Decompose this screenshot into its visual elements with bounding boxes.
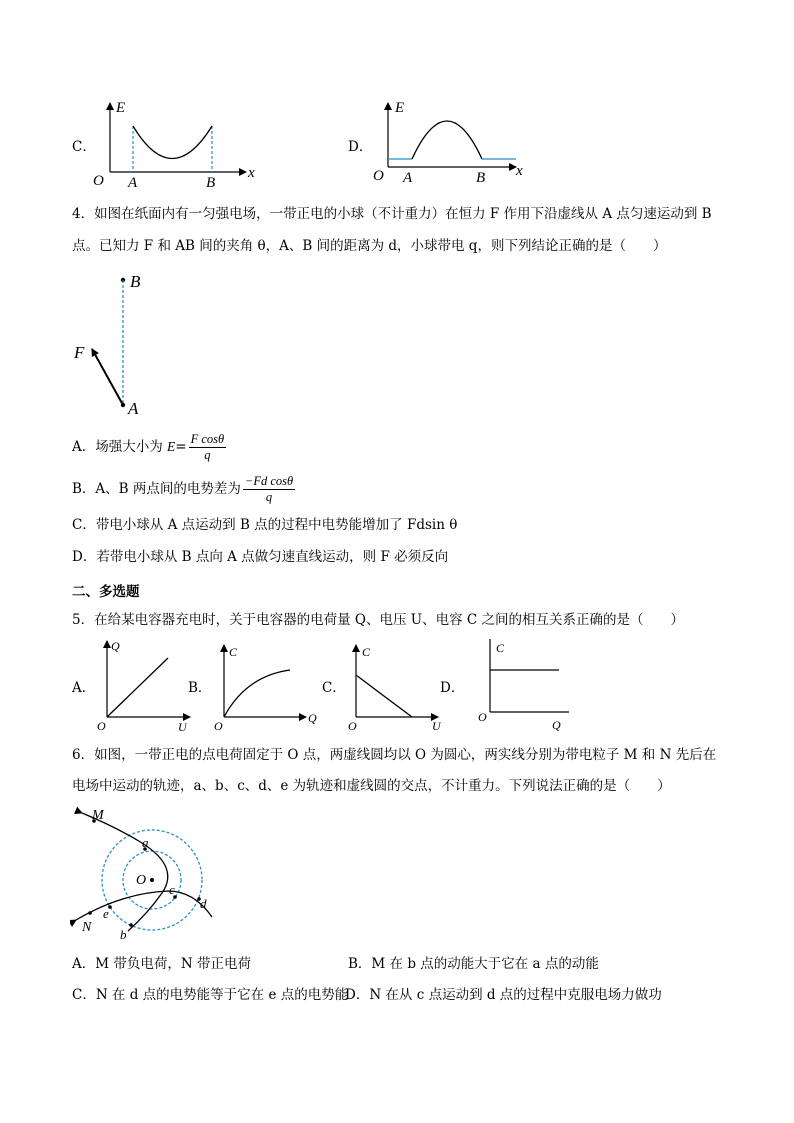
label-o: O [136, 873, 147, 888]
q4-stem-line1: 4．如图在纸面内有一匀强电场，一带正电的小球（不计重力）在恒力 F 作用下沿虚线从 A 点匀速运动到 B [72, 206, 712, 222]
graph-option-c [88, 95, 268, 195]
q6-option-d[interactable]: D．N 在从 c 点运动到 d 点的过程中克服电场力做功 [345, 987, 662, 1003]
q4-option-d[interactable]: D．若带电小球从 B 点向 A 点做匀速直线运动，则 F 必须反向 [72, 549, 449, 565]
q4-option-b[interactable] [72, 474, 297, 505]
label-n: N [82, 920, 92, 935]
y-axis-label: E [116, 100, 126, 116]
graph-option-d [370, 95, 540, 195]
q4-figure [70, 265, 170, 425]
y-axis-label: E [395, 100, 405, 116]
origin-label: O [97, 719, 106, 733]
label-a: A [128, 399, 139, 418]
origin-label: O [348, 719, 357, 733]
force-f-arrow [92, 349, 123, 405]
option-c-label: C． [72, 139, 96, 155]
origin-label: O [93, 173, 104, 189]
q4-option-a-eq: = [175, 439, 187, 455]
q4-option-a-lhs: E [167, 439, 176, 454]
x-axis-label: U [178, 720, 187, 734]
label-b: B [130, 272, 141, 291]
label-d: d [200, 896, 207, 911]
q6-stem-line2: 电场中运动的轨迹，a、b、c、d、e 为轨迹和虚线圆的交点，不计重力。下列说法正确的是（ ） [72, 778, 671, 794]
label-m: M [92, 808, 104, 823]
origin-label: O [478, 710, 487, 724]
q5-option-d-label[interactable]: D． [440, 680, 465, 696]
origin-label: O [214, 719, 223, 733]
fraction-numerator: −Fd cosθ [244, 474, 294, 488]
label-a: a [142, 835, 149, 850]
q4-stem-line2: 点。已知力 F 和 AB 间的夹角 θ，A、B 间的距离为 d，小球带电 q，则下列结论正确的是（ ） [72, 238, 667, 254]
decreasing-line [356, 675, 412, 717]
label-c: c [169, 882, 175, 897]
option-d-label: D． [348, 139, 373, 155]
point-a-label: A [403, 170, 413, 186]
q5-option-b-label[interactable]: B． [188, 680, 212, 696]
q5-graph-c [342, 640, 447, 734]
point-b-label: B [476, 170, 486, 186]
q5-graph-a [92, 636, 197, 734]
q4-option-c[interactable]: C．带电小球从 A 点运动到 B 点的过程中电势能增加了 Fdsin θ [72, 517, 458, 533]
label-e: e [103, 906, 109, 921]
q6-option-c[interactable]: C．N 在 d 点的电势能等于它在 e 点的电势能 [72, 987, 349, 1003]
x-axis-label: Q [552, 718, 561, 732]
y-axis-label: C [496, 641, 505, 655]
q5-option-c-label[interactable]: C． [322, 680, 346, 696]
saturating-curve [224, 670, 290, 717]
x-axis-label: x [516, 163, 523, 179]
x-axis-label: x [248, 165, 255, 181]
fraction-denominator: q [265, 490, 273, 504]
point-n [88, 911, 92, 915]
y-axis-label: C [362, 645, 371, 659]
q6-option-b[interactable]: B．M 在 b 点的动能大于它在 a 点的动能 [348, 956, 599, 972]
q4-option-a-prefix: A．场强大小为 [72, 439, 168, 455]
point-b [129, 923, 133, 927]
q5-option-a-label[interactable]: A． [72, 680, 96, 696]
q5-graph-d [475, 636, 575, 732]
x-axis-label: Q [308, 711, 317, 725]
q5-graph-b [212, 640, 324, 734]
fraction [243, 474, 295, 505]
section-title: 二、多选题 [72, 584, 140, 600]
charge-o [150, 878, 154, 882]
label-b: b [120, 927, 127, 942]
q6-stem-line1: 6．如图，一带正电的点电荷固定于 O 点，两虚线圆均以 O 为圆心，两实线分别为带电粒子 M 和 N 先后在 [72, 747, 717, 763]
trajectory-m [82, 813, 168, 931]
y-axis-label: C [229, 645, 238, 659]
q4-option-b-prefix: B．A、B 两点间的电势差为 [72, 481, 241, 497]
y-axis-label: Q [111, 639, 120, 653]
q5-stem: 5．在给某电容器充电时，关于电容器的电荷量 Q、电压 U、电容 C 之间的相互关系正确的是（ ） [72, 612, 685, 628]
q6-figure [70, 805, 220, 945]
linear-line [107, 658, 168, 717]
origin-label: O [373, 168, 384, 184]
point-b-label: B [206, 175, 216, 191]
label-f: F [74, 343, 85, 362]
fraction-denominator: q [204, 448, 211, 462]
point-a-label: A [128, 175, 138, 191]
fraction [189, 432, 227, 463]
u-curve [133, 126, 212, 159]
q6-option-a[interactable]: A．M 带负电荷，N 带正电荷 [72, 956, 251, 972]
q4-option-a[interactable] [72, 432, 228, 463]
arch-curve [412, 121, 482, 159]
x-axis-label: U [432, 719, 441, 733]
fraction-numerator: F cosθ [190, 432, 225, 446]
